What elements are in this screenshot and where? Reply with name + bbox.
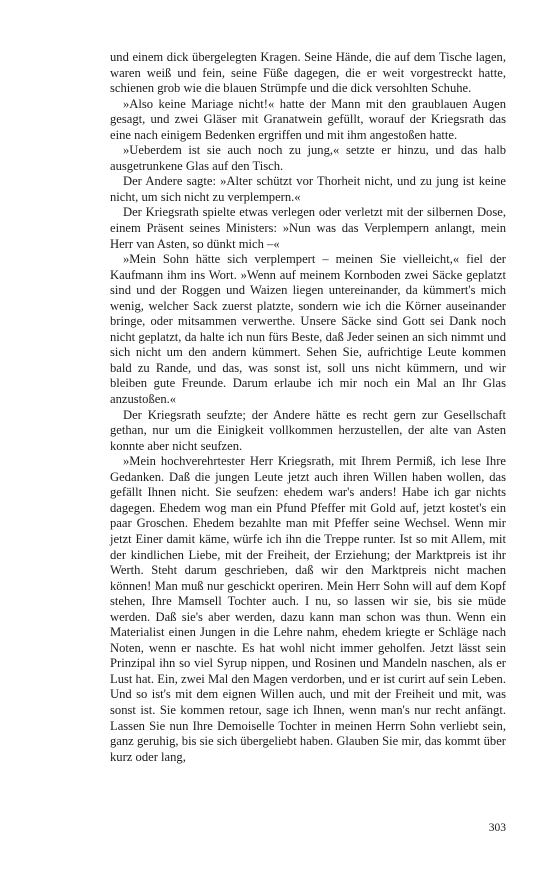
paragraph-3: »Ueberdem ist sie auch noch zu jung,« setzte er hinzu, und das halb ausgetrunkene Glas auf den Tisch. <box>110 143 506 173</box>
page-number: 303 <box>488 822 506 834</box>
paragraph-4: Der Andere sagte: »Alter schützt vor Thorheit nicht, und zu jung ist keine nicht, um sich nicht zu verplempern.« <box>110 174 506 204</box>
paragraph-7: Der Kriegsrath seufzte; der Andere hätte es recht gern zur Gesellschaft gethan, nur um die Einigkeit vollkommen herzustellen, der alte van Asten konnte aber nicht seufzen. <box>110 407 506 453</box>
paragraph-5: Der Kriegsrath spielte etwas verlegen oder verletzt mit der silbernen Dose, einem Präsent seines Ministers: »Nun was das Verplempern anlangt, mein Herr van Asten, so dünkt mich –« <box>110 205 506 251</box>
paragraph-6: »Mein Sohn hätte sich verplempert – meinen Sie vielleicht,« fiel der Kaufmann ihm ins Wort. »Wenn auf meinem Kornboden zwei Säcke geplatzt sind und der Roggen und Waizen liegen untereinander, da kümmert's mich wenig, welcher Sack zuerst platzte, sondern wie ich die Körner auseinander bringe, oder mitsammen verwerthe. Unsere Säcke sind Gott sei Dank noch nicht geplatzt, da halte ich nun fürs Beste, daß Jeder seinen an sich nimmt und sich nicht um den andern kümmert. Sehen Sie, aufrichtige Leute kommen bald zu Rande, und das, was sonst ist, soll uns nicht kümmern, und wir bleiben gute Freunde. Darum erlaube ich mir noch ein Mal an Ihr Glas anzustoßen.« <box>110 252 506 407</box>
paragraph-8: »Mein hochverehrtester Herr Kriegsrath, mit Ihrem Permiß, ich lese Ihre Gedanken. Daß die jungen Leute jetzt auch ihren Willen haben wollen, das gefällt Ihnen nicht. Sie seufzen: ehedem war's anders! Habe ich gar nichts dagegen. Ehedem wog man ein Pfund Pfeffer mit Gold auf, jetzt kostet's ein paar Groschen. Ehedem bezahlte man mit Pfeffer seine Wechsel. Wenn mir jetzt Einer damit käme, würfe ich ihn die Treppe runter. Ist so mit Allem, mit der kindlichen Liebe, mit der Freiheit, der Erziehung; der Marktpreis ist ihr Werth. Steht darum geschrieben, daß wir den Marktpreis nicht machen können! Man muß nur geschickt operiren. Mein Herr Sohn will auf dem Kopf stehen, Ihre Mamsell Tochter auch. I nu, so lassen wir sie, bis sie müde werden. Daß sie's aber werden, dazu kann man schon was thun. Wenn ein Materialist einen Jungen in die Lehre nahm, ehedem kriegte er Schläge nach Noten, wenn er naschte. Es hat wohl nicht immer geholfen. Jetzt lässt sein Prinzipal ihn so viel Syrup nippen, und Rosinen und Mandeln naschen, als er Lust hat. Ein, zwei Mal den Magen verdorben, und er ist curirt auf sein Leben. Und so ist's mit dem eignen Willen auch, und mit der Freiheit und mit, was sonst ist. Sie kommen retour, sage ich Ihnen, wenn man's nur recht anfängt. Lassen Sie nun Ihre Demoiselle Tochter in meinen Herrn Sohn verliebt sein, ganz geruhig, bis sie sich übergeliebt haben. Glauben Sie mir, das kommt über kurz oder lang, <box>110 454 506 764</box>
paragraph-2: »Also keine Mariage nicht!« hatte der Mann mit den graublauen Augen gesagt, und zwei Gläser mit Granatwein gefüllt, worauf der Kriegsrath das eine nach einigem Bedenken ergriffen und mit ihm angestoßen hatte. <box>110 96 506 142</box>
paragraph-1: und einem dick übergelegten Kragen. Seine Hände, die auf dem Tische lagen, waren weiß und fein, seine Füße dagegen, die er weit vorgestreckt hatte, schienen grob wie die blauen Strümpfe und die dick versohlten Schuhe. <box>110 50 506 96</box>
text-column <box>110 50 506 765</box>
